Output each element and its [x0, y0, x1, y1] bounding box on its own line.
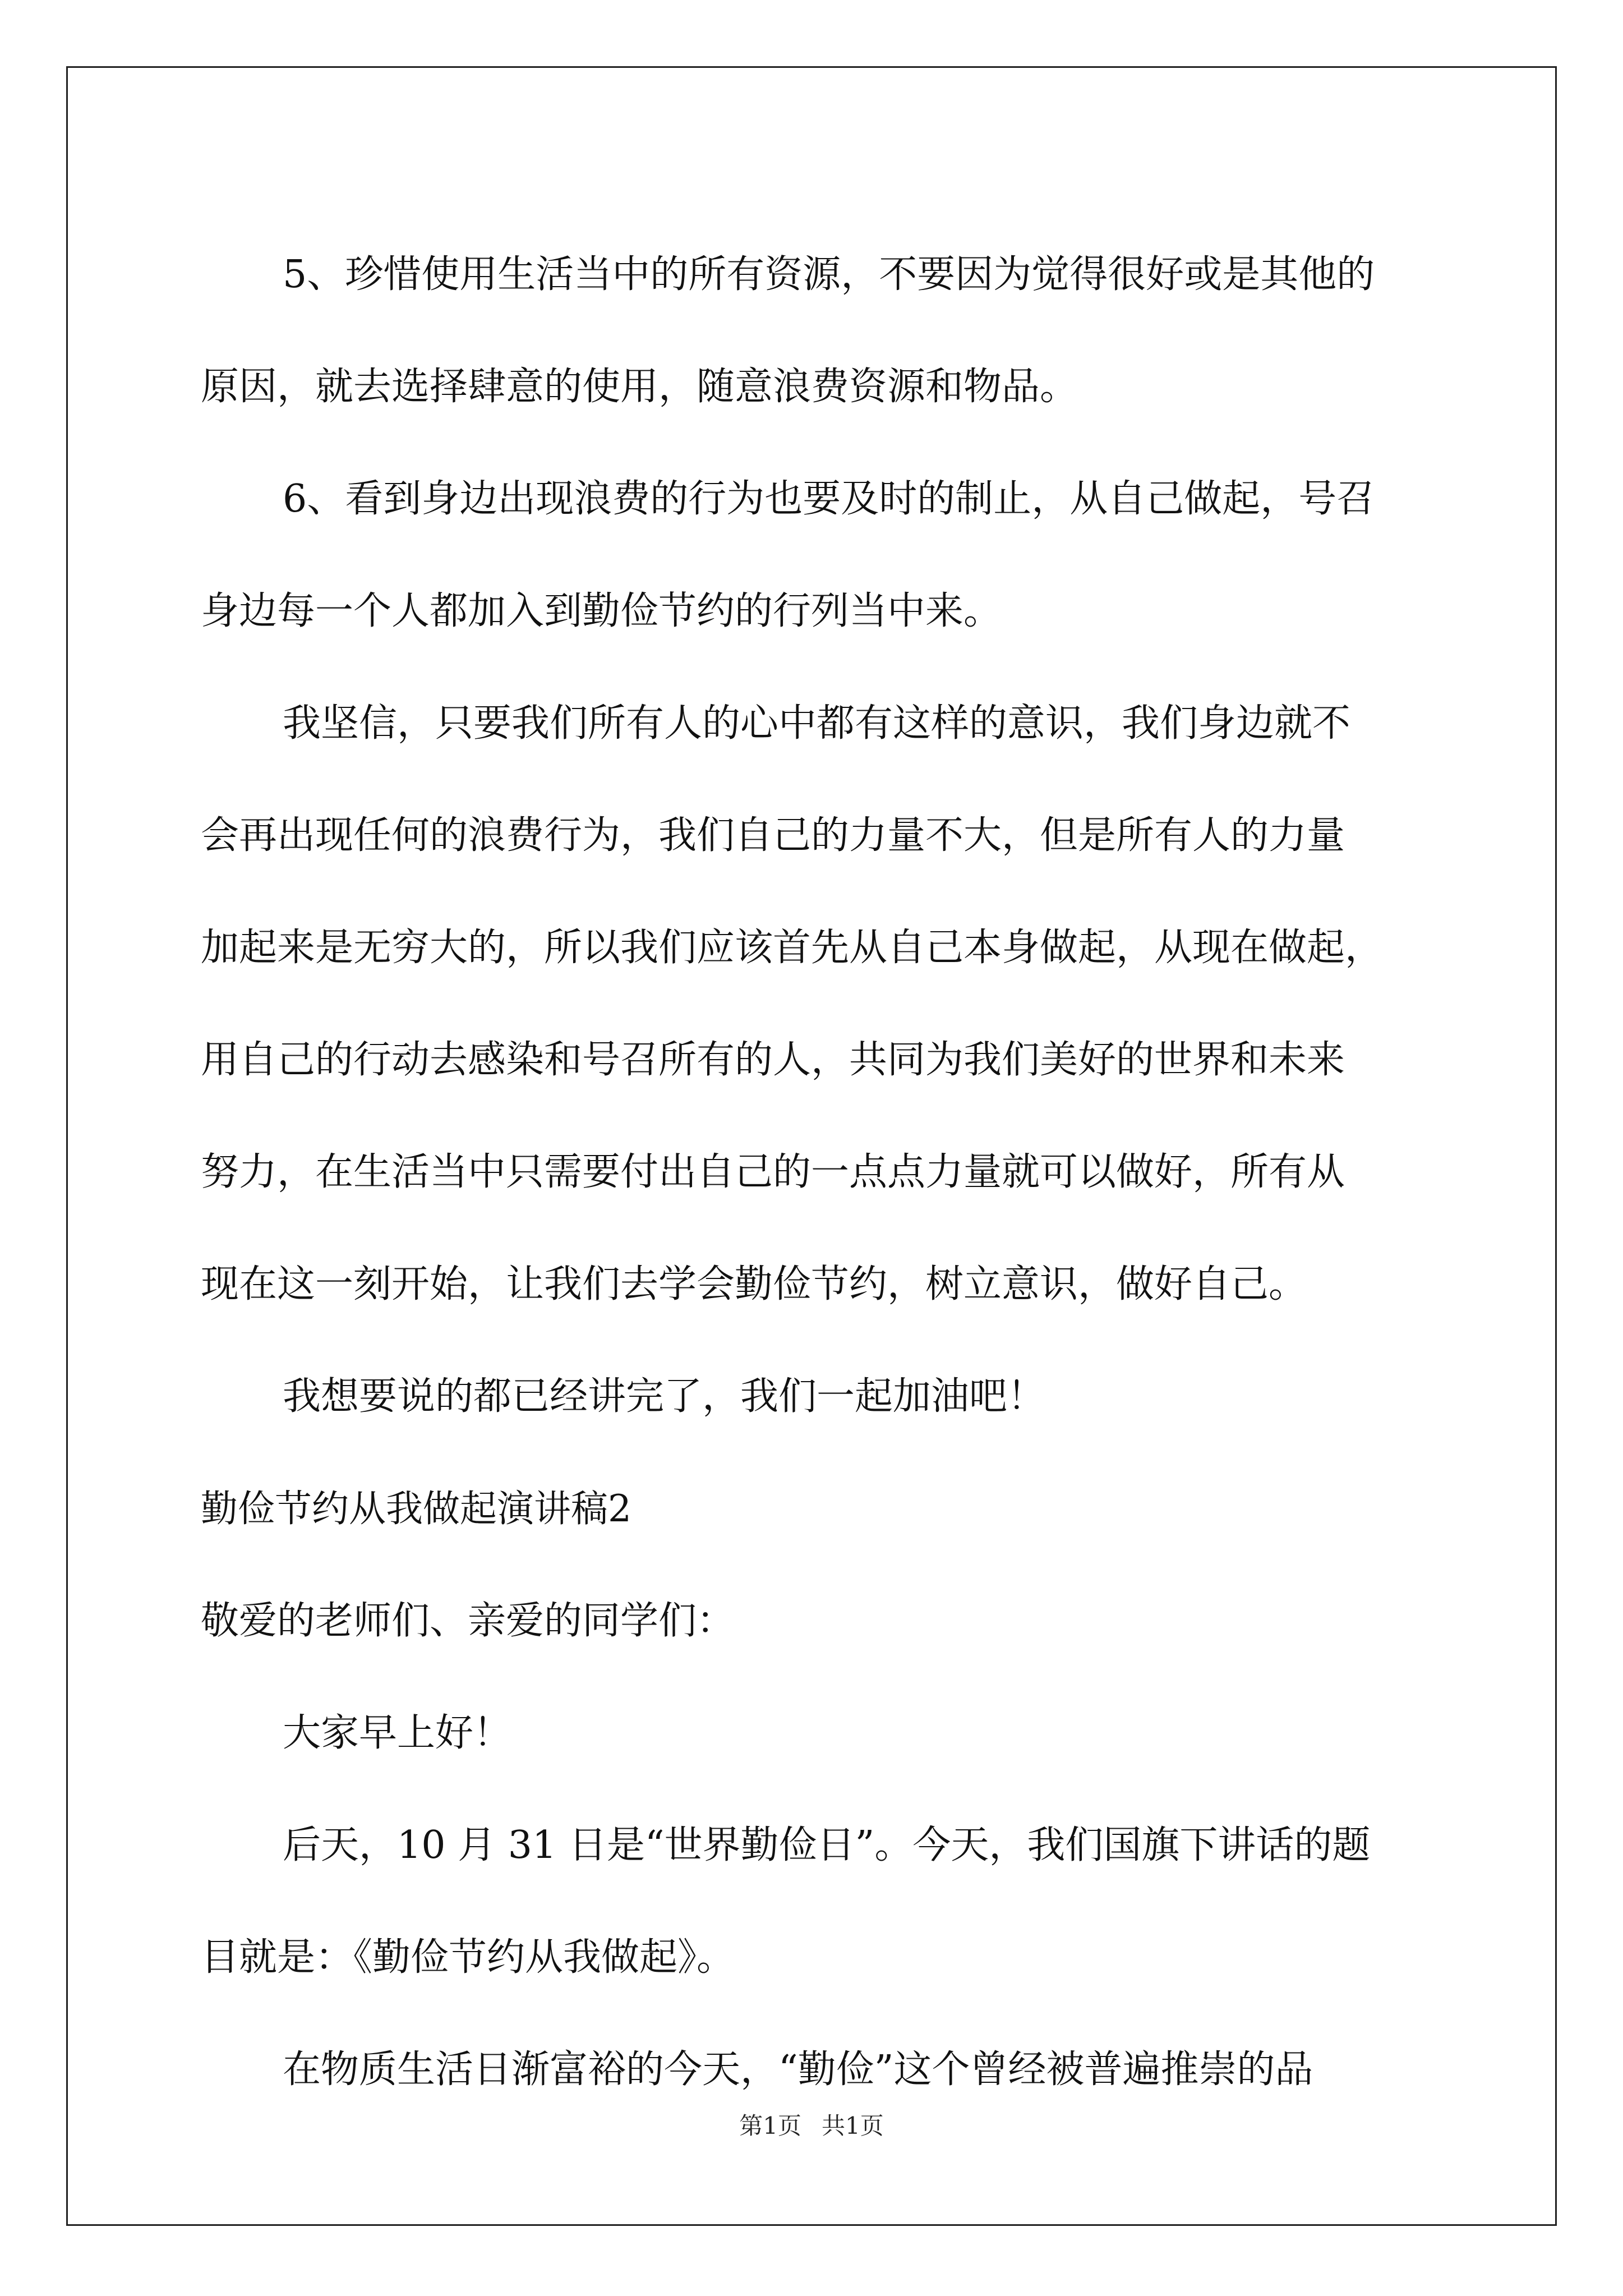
text-line: 用自己的行动去感染和号召所有的人，共同为我们美好的世界和未来 — [201, 1038, 1345, 1082]
salutation: 敬爱的老师们、亲爱的同学们： — [201, 1599, 735, 1643]
text-line: 后天，10 月 31 日是“世界勤俭日”。今天，我们国旗下讲话的题 — [283, 1823, 1371, 1867]
text-line: 身边每一个人都加入到勤俭节约的行列当中来。 — [201, 589, 1002, 633]
page-number-total: 共1页 — [822, 2112, 884, 2139]
text-line: 6、看到身边出现浪费的行为也要及时的制止，从自己做起，号召 — [283, 477, 1375, 521]
greeting: 大家早上好！ — [283, 1711, 512, 1755]
text-line: 原因，就去选择肆意的使用，随意浪费资源和物品。 — [201, 365, 1078, 409]
text-line: 现在这一刻开始，让我们去学会勤俭节约，树立意识，做好自己。 — [201, 1262, 1307, 1306]
text-line: 目就是：《勤俭节约从我做起》。 — [201, 1935, 735, 1980]
text-line: 5、珍惜使用生活当中的所有资源，不要因为觉得很好或是其他的 — [283, 252, 1375, 297]
text-line: 加起来是无穷大的，所以我们应该首先从自己本身做起，从现在做起， — [201, 926, 1384, 970]
text-line: 我坚信，只要我们所有人的心中都有这样的意识，我们身边就不 — [283, 701, 1351, 746]
text-line: 会再出现任何的浪费行为，我们自己的力量不大，但是所有人的力量 — [201, 813, 1345, 858]
text-line: 努力，在生活当中只需要付出自己的一点点力量就可以做好，所有从 — [201, 1150, 1345, 1194]
section-title: 勤俭节约从我做起演讲稿2 — [201, 1487, 631, 1530]
text-line: 我想要说的都已经讲完了，我们一起加油吧！ — [283, 1374, 1046, 1419]
page-footer — [0, 2109, 1623, 2143]
document-body — [201, 219, 1435, 2126]
text-line: 在物质生活日渐富裕的今天，“勤俭”这个曾经被普遍推崇的品 — [283, 2047, 1313, 2092]
page-number-current: 第1页 — [739, 2112, 801, 2139]
